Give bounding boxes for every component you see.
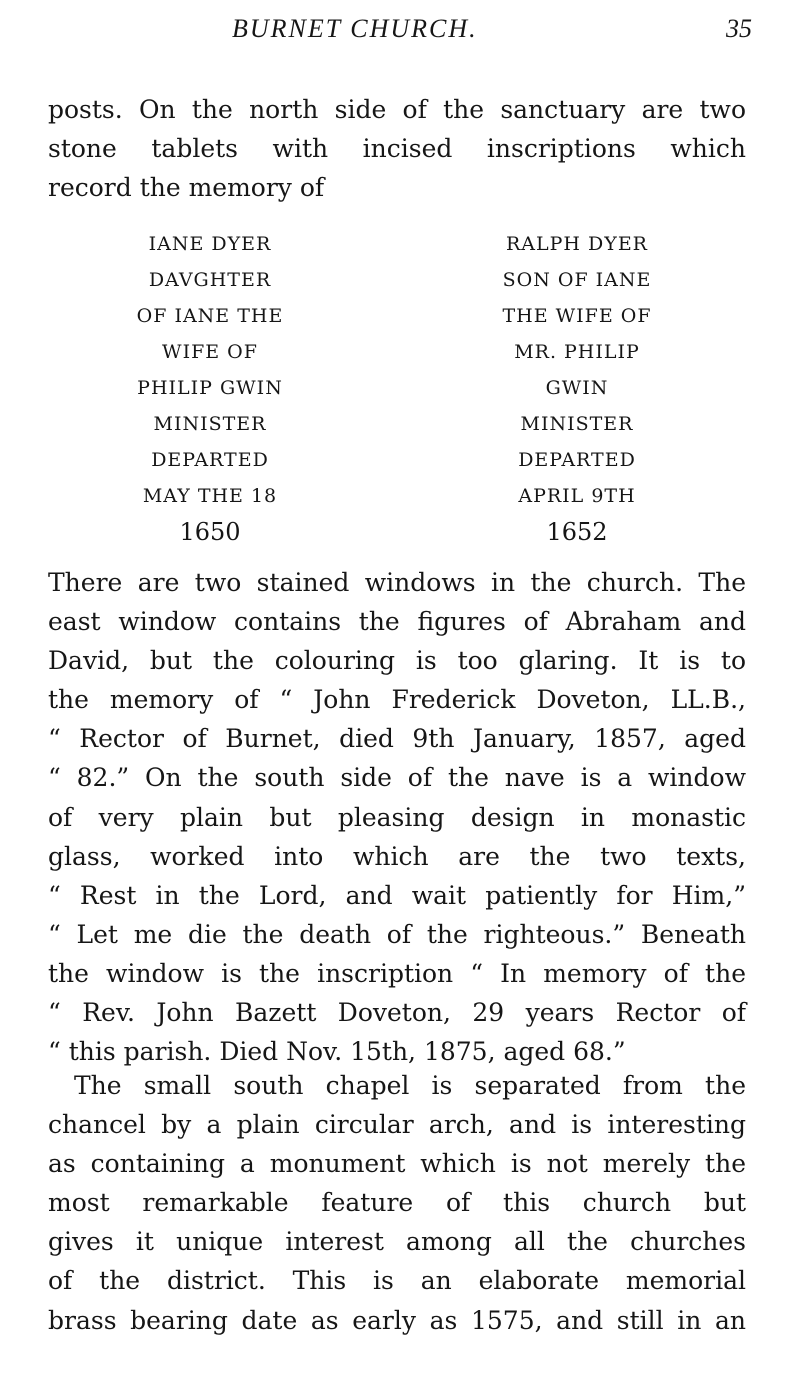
inscription-line: DEPARTED <box>518 449 636 471</box>
running-head <box>0 14 800 48</box>
paragraph-stained-windows <box>48 563 746 1071</box>
text-line: east window contains the figures of Abraham and <box>48 607 746 637</box>
text-line: most remarkable feature of this church but <box>48 1188 746 1218</box>
inscription-line: MR. PHILIP <box>514 341 640 363</box>
inscription-line: WIFE OF <box>162 341 258 363</box>
text-line: There are two stained windows in the church. The <box>48 568 746 597</box>
inscription-ralph-dyer <box>447 226 707 550</box>
text-line: record the memory of <box>48 173 325 203</box>
text-line: the window is the inscription “ In memory of the <box>48 958 746 988</box>
text-line: “ Rev. John Bazett Doveton, 29 years Rector of <box>48 998 746 1028</box>
inscription-line: RALPH DYER <box>506 233 648 255</box>
inscription-line: GWIN <box>545 377 609 399</box>
text-line: “ 82.” On the south side of the nave is a window <box>48 763 746 793</box>
text-line: stone tablets with incised inscriptions which <box>48 134 746 164</box>
text-line: The small south chapel is separated from the <box>74 1071 746 1100</box>
text-line: as containing a monument which is not merely the <box>48 1149 746 1179</box>
text-line: the memory of “ John Frederick Doveton, LL.B., <box>48 685 746 715</box>
paragraph-sanctuary <box>48 90 746 207</box>
text-line: gives it unique interest among all the churches <box>48 1227 746 1257</box>
text-line: “ Rector of Burnet, died 9th January, 1857, aged <box>48 724 746 754</box>
text-line: of the district. This is an elaborate memorial <box>48 1266 746 1296</box>
text-line: “ Let me die the death of the righteous.” Beneath <box>48 919 746 949</box>
inscription-line: PHILIP GWIN <box>137 377 283 399</box>
text-line: “ this parish. Died Nov. 15th, 1875, aged 68.” <box>48 1037 626 1067</box>
text-line: David, but the colouring is too glaring. It is to <box>48 646 746 676</box>
paragraph-south-chapel <box>48 1066 746 1340</box>
text-line: posts. On the north side of the sanctuary are two <box>48 95 746 124</box>
inscription-line: SON OF IANE <box>502 269 652 291</box>
inscription-line: MINISTER <box>153 413 267 435</box>
inscription-year: 1650 <box>179 518 241 546</box>
text-line: chancel by a plain circular arch, and is interesting <box>48 1110 746 1140</box>
text-line: of very plain but pleasing design in monastic <box>48 802 746 832</box>
inscription-line: DEPARTED <box>151 449 269 471</box>
inscription-line: MAY THE 18 <box>142 485 278 507</box>
inscription-line: IANE DYER <box>148 233 272 255</box>
running-title: BURNET CHURCH. <box>232 14 478 43</box>
inscription-iane-dyer <box>80 226 340 550</box>
text-line: brass bearing date as early as 1575, and still in an <box>48 1305 746 1335</box>
inscription-year: 1652 <box>546 518 608 546</box>
inscription-line: MINISTER <box>520 413 634 435</box>
inscription-line: THE WIFE OF <box>502 305 652 327</box>
text-line: glass, worked into which are the two texts, <box>48 841 746 871</box>
inscription-line: DAVGHTER <box>148 269 272 291</box>
page-number: 35 <box>726 14 752 43</box>
text-line: “ Rest in the Lord, and wait patiently for Him,” <box>48 880 746 910</box>
inscription-line: APRIL 9TH <box>518 485 636 507</box>
inscriptions <box>0 226 800 546</box>
inscription-line: OF IANE THE <box>136 305 284 327</box>
